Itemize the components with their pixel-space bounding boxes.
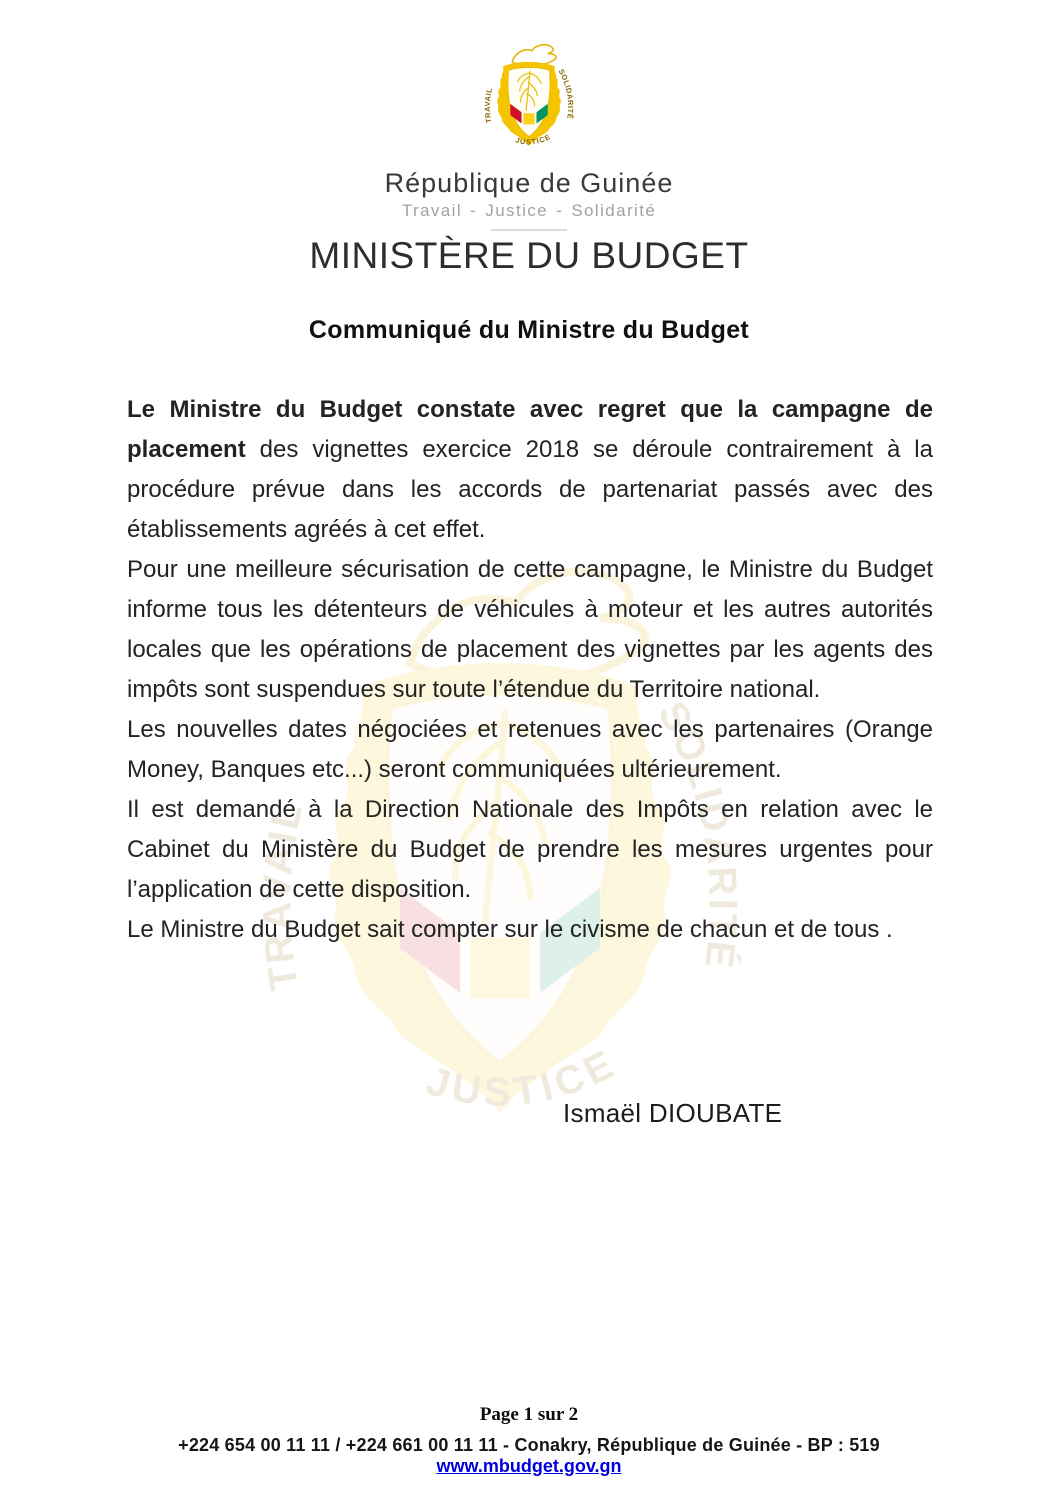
ministry-title: MINISTÈRE DU BUDGET	[309, 235, 749, 276]
footer-contact: +224 654 00 11 11 / +224 661 00 11 11 - Conakry, République de Guinée - BP : 519	[178, 1435, 880, 1455]
paragraph	[127, 390, 933, 550]
header-divider	[491, 229, 567, 231]
paragraph-bold-lead: Le Ministre du Budget constate avec regret que la campagne de placement	[127, 396, 933, 463]
paragraph: Les nouvelles dates négociées et retenues avec les partenaires (Orange Money, Banques etc...) seront communiquées ultérieurement.	[127, 716, 933, 783]
national-motto: Travail - Justice - Solidarité	[401, 201, 657, 220]
guinea-coat-of-arms-icon	[473, 40, 585, 164]
page-indicator: Page 1 sur 2	[479, 1404, 579, 1425]
paragraph-text: des vignettes exercice 2018 se déroule contrairement à la procédure prévue dans les accords de partenariat passés avec des établissements agréés à cet effet.	[127, 436, 933, 543]
document-title: Communiqué du Ministre du Budget	[308, 316, 750, 344]
letterhead	[0, 40, 1058, 277]
paragraph: Pour une meilleure sécurisation de cette campagne, le Ministre du Budget informe tous les détenteurs de véhicules à moteur et les autres autorités locales que les opérations de placement des vignettes par les agents des impôts sont suspendues sur toute l’étendue du Territoire national.	[127, 556, 933, 703]
paragraph: Le Ministre du Budget sait compter sur le civisme de chacun et de tous .	[127, 916, 893, 943]
website-link[interactable]: www.mbudget.gov.gn	[436, 1456, 622, 1476]
republic-title: République de Guinée	[384, 168, 674, 198]
paragraph: Il est demandé à la Direction Nationale des Impôts en relation avec le Cabinet du Ministère du Budget de prendre les mesures urgentes pour l’application de cette disposition.	[127, 796, 933, 903]
document-body	[127, 390, 933, 950]
footer-website	[0, 1456, 1058, 1477]
page-footer	[0, 1404, 1058, 1477]
signature-name: Ismaël DIOUBATE	[563, 1098, 783, 1128]
